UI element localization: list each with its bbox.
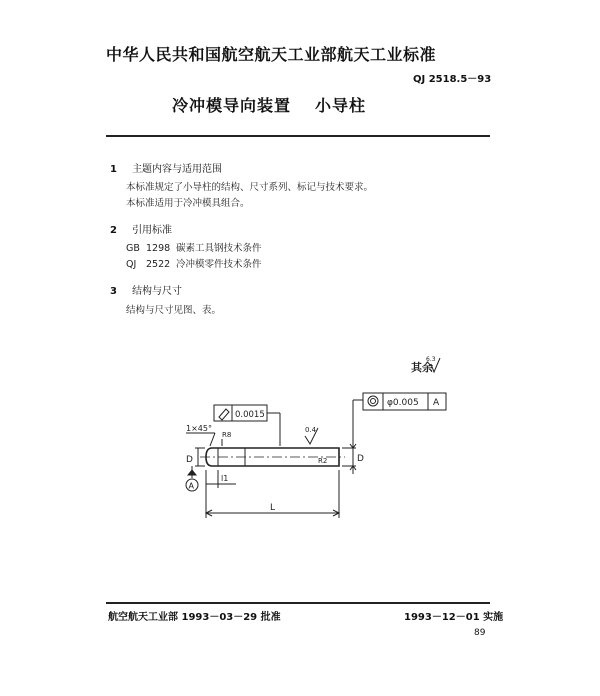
implementation-date: 1993－12－01 实施 [404,612,504,623]
roughness-value: 0.4 [305,426,317,434]
footer-rule [106,602,490,604]
section-1-line-1: 本标准规定了小导柱的结构、尺寸系列、标记与技术要求。 [126,182,374,193]
reference-title: 碳素工具钢技术条件 [176,243,262,254]
concentricity-value: φ0.005 [387,398,419,408]
reference-title: 冷冲模零件技术条件 [176,259,262,270]
datum-letter: A [433,398,440,408]
parallelism-icon [219,409,229,420]
reference-code: QJ [126,259,137,270]
title-part-1: 冷冲模导向装置 [172,96,292,115]
reference-code: GB [126,243,140,254]
right-diameter-label: D [357,454,364,464]
section-title: 结构与尺寸 [132,286,183,297]
section-title: 引用标准 [132,225,173,236]
length-l-label: L [270,503,276,513]
finish-value: 6.3 [426,356,436,363]
finish-note: 其余 [411,361,433,374]
length-l1-label: l1 [221,474,229,483]
datum-marker-letter: A [188,481,194,491]
chamfer-label: 1×45° [186,424,212,433]
section-number: 2 [110,225,117,236]
parallelism-value: 0.0015 [235,410,265,420]
radius-label: R8 [222,431,232,439]
reference-number: 2522 [146,259,171,270]
section-3-line-1: 结构与尺寸见图、表。 [126,305,222,316]
section-title: 主题内容与适用范围 [132,164,223,175]
concentricity-icon [371,399,376,404]
section-number: 3 [110,286,117,297]
approval-note: 航空航天工业部 1993－03－29 批准 [108,612,281,623]
section-number: 1 [110,164,117,175]
left-diameter-label: D [186,455,193,465]
section-1-line-2: 本标准适用于冷冲模具组合。 [126,198,250,209]
reference-number: 1298 [146,243,171,254]
standard-number: QJ 2518.5－93 [413,74,492,85]
page-number: 89 [474,628,486,638]
rz-label: R2 [318,457,328,465]
title-part-2: 小导柱 [315,96,367,115]
organization-header: 中华人民共和国航空航天工业部航天工业标准 [106,45,437,64]
